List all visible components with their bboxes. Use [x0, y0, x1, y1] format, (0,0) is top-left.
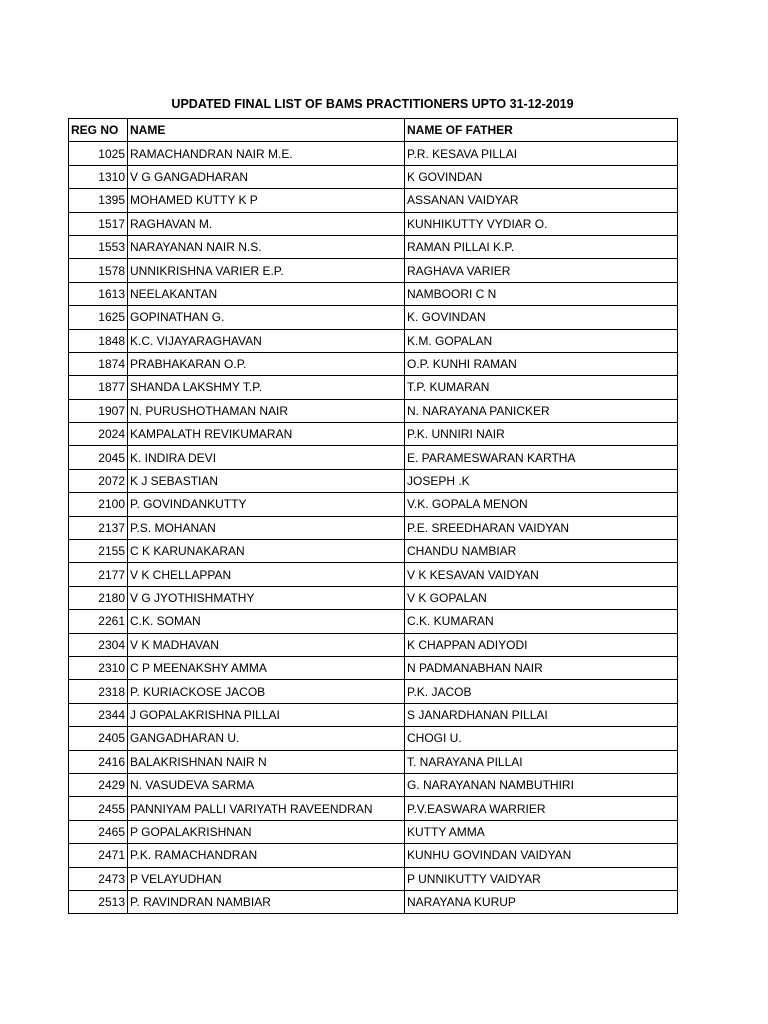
reg-no-cell: 2304	[69, 633, 128, 656]
name-cell: UNNIKRISHNA VARIER E.P.	[128, 259, 405, 282]
table-row	[69, 750, 678, 773]
father-name-cell: CHANDU NAMBIAR	[405, 540, 678, 563]
practitioners-table	[68, 118, 678, 914]
name-cell: N. PURUSHOTHAMAN NAIR	[128, 399, 405, 422]
father-name-cell: P UNNIKUTTY VAIDYAR	[405, 867, 678, 890]
reg-no-cell: 1848	[69, 329, 128, 352]
table-row	[69, 656, 678, 679]
father-name-cell: N. NARAYANA PANICKER	[405, 399, 678, 422]
reg-no-cell: 2513	[69, 890, 128, 913]
father-name-cell: T. NARAYANA PILLAI	[405, 750, 678, 773]
table-row	[69, 516, 678, 539]
name-cell: V K CHELLAPPAN	[128, 563, 405, 586]
table-row	[69, 329, 678, 352]
table-row	[69, 446, 678, 469]
father-name-cell: K GOVINDAN	[405, 165, 678, 188]
father-name-cell: V K KESAVAN VAIDYAN	[405, 563, 678, 586]
name-cell: P.K. RAMACHANDRAN	[128, 844, 405, 867]
name-cell: J GOPALAKRISHNA PILLAI	[128, 703, 405, 726]
father-name-cell: O.P. KUNHI RAMAN	[405, 352, 678, 375]
reg-no-cell: 2344	[69, 703, 128, 726]
reg-no-cell: 2471	[69, 844, 128, 867]
reg-no-cell: 1553	[69, 235, 128, 258]
father-name-cell: K. GOVINDAN	[405, 306, 678, 329]
reg-no-cell: 2045	[69, 446, 128, 469]
table-row	[69, 797, 678, 820]
father-name-cell: S JANARDHANAN PILLAI	[405, 703, 678, 726]
reg-no-cell: 2465	[69, 820, 128, 843]
name-cell: K J SEBASTIAN	[128, 469, 405, 492]
name-cell: N. VASUDEVA SARMA	[128, 773, 405, 796]
table-body	[69, 142, 678, 914]
table-header-row	[69, 119, 678, 142]
father-name-cell: RAGHAVA VARIER	[405, 259, 678, 282]
reg-no-cell: 2429	[69, 773, 128, 796]
father-name-cell: KUNHIKUTTY VYDIAR O.	[405, 212, 678, 235]
father-name-cell: P.K. JACOB	[405, 680, 678, 703]
column-header-reg-no: REG NO	[69, 119, 128, 142]
father-name-cell: N PADMANABHAN NAIR	[405, 656, 678, 679]
table-row	[69, 493, 678, 516]
table-row	[69, 259, 678, 282]
father-name-cell: KUTTY AMMA	[405, 820, 678, 843]
reg-no-cell: 2024	[69, 423, 128, 446]
father-name-cell: P.R. KESAVA PILLAI	[405, 142, 678, 165]
table-row	[69, 844, 678, 867]
table-row	[69, 586, 678, 609]
name-cell: PRABHAKARAN O.P.	[128, 352, 405, 375]
reg-no-cell: 2318	[69, 680, 128, 703]
name-cell: GANGADHARAN U.	[128, 727, 405, 750]
reg-no-cell: 2405	[69, 727, 128, 750]
name-cell: BALAKRISHNAN NAIR N	[128, 750, 405, 773]
reg-no-cell: 2100	[69, 493, 128, 516]
table-row	[69, 469, 678, 492]
reg-no-cell: 2261	[69, 610, 128, 633]
reg-no-cell: 1310	[69, 165, 128, 188]
table-row	[69, 423, 678, 446]
reg-no-cell: 1517	[69, 212, 128, 235]
reg-no-cell: 1613	[69, 282, 128, 305]
name-cell: P.S. MOHANAN	[128, 516, 405, 539]
name-cell: V G GANGADHARAN	[128, 165, 405, 188]
table-row	[69, 165, 678, 188]
table-row	[69, 306, 678, 329]
table-row	[69, 282, 678, 305]
reg-no-cell: 2180	[69, 586, 128, 609]
reg-no-cell: 2473	[69, 867, 128, 890]
table-row	[69, 703, 678, 726]
table-row	[69, 773, 678, 796]
name-cell: V K MADHAVAN	[128, 633, 405, 656]
name-cell: MOHAMED KUTTY K P	[128, 189, 405, 212]
name-cell: SHANDA LAKSHMY T.P.	[128, 376, 405, 399]
name-cell: V G JYOTHISHMATHY	[128, 586, 405, 609]
father-name-cell: P.V.EASWARA WARRIER	[405, 797, 678, 820]
father-name-cell: NARAYANA KURUP	[405, 890, 678, 913]
table-row	[69, 610, 678, 633]
reg-no-cell: 2177	[69, 563, 128, 586]
document-title: UPDATED FINAL LIST OF BAMS PRACTITIONERS UPTO 31-12-2019	[171, 97, 574, 111]
name-cell: P GOPALAKRISHNAN	[128, 820, 405, 843]
name-cell: K. INDIRA DEVI	[128, 446, 405, 469]
name-cell: RAGHAVAN M.	[128, 212, 405, 235]
reg-no-cell: 2155	[69, 540, 128, 563]
father-name-cell: KUNHU GOVINDAN VAIDYAN	[405, 844, 678, 867]
father-name-cell: T.P. KUMARAN	[405, 376, 678, 399]
name-cell: P. KURIACKOSE JACOB	[128, 680, 405, 703]
father-name-cell: JOSEPH .K	[405, 469, 678, 492]
table-row	[69, 399, 678, 422]
table-row	[69, 540, 678, 563]
column-header-father: NAME OF FATHER	[405, 119, 678, 142]
table-row	[69, 727, 678, 750]
table-row	[69, 890, 678, 913]
name-cell: K.C. VIJAYARAGHAVAN	[128, 329, 405, 352]
name-cell: PANNIYAM PALLI VARIYATH RAVEENDRAN	[128, 797, 405, 820]
name-cell: C P MEENAKSHY AMMA	[128, 656, 405, 679]
name-cell: RAMACHANDRAN NAIR M.E.	[128, 142, 405, 165]
name-cell: KAMPALATH REVIKUMARAN	[128, 423, 405, 446]
table-row	[69, 352, 678, 375]
table-row	[69, 867, 678, 890]
reg-no-cell: 1625	[69, 306, 128, 329]
father-name-cell: K CHAPPAN ADIYODI	[405, 633, 678, 656]
name-cell: NEELAKANTAN	[128, 282, 405, 305]
reg-no-cell: 1907	[69, 399, 128, 422]
column-header-name: NAME	[128, 119, 405, 142]
reg-no-cell: 1877	[69, 376, 128, 399]
father-name-cell: G. NARAYANAN NAMBUTHIRI	[405, 773, 678, 796]
father-name-cell: P.K. UNNIRI NAIR	[405, 423, 678, 446]
reg-no-cell: 1874	[69, 352, 128, 375]
father-name-cell: V.K. GOPALA MENON	[405, 493, 678, 516]
father-name-cell: P.E. SREEDHARAN VAIDYAN	[405, 516, 678, 539]
table-row	[69, 142, 678, 165]
name-cell: GOPINATHAN G.	[128, 306, 405, 329]
father-name-cell: E. PARAMESWARAN KARTHA	[405, 446, 678, 469]
name-cell: P. GOVINDANKUTTY	[128, 493, 405, 516]
table-row	[69, 376, 678, 399]
father-name-cell: CHOGI U.	[405, 727, 678, 750]
reg-no-cell: 1578	[69, 259, 128, 282]
table-row	[69, 563, 678, 586]
reg-no-cell: 2416	[69, 750, 128, 773]
name-cell: P. RAVINDRAN NAMBIAR	[128, 890, 405, 913]
table-row	[69, 680, 678, 703]
reg-no-cell: 2310	[69, 656, 128, 679]
father-name-cell: K.M. GOPALAN	[405, 329, 678, 352]
name-cell: C K KARUNAKARAN	[128, 540, 405, 563]
reg-no-cell: 1395	[69, 189, 128, 212]
father-name-cell: C.K. KUMARAN	[405, 610, 678, 633]
reg-no-cell: 2137	[69, 516, 128, 539]
table-row	[69, 189, 678, 212]
name-cell: P VELAYUDHAN	[128, 867, 405, 890]
table-row	[69, 633, 678, 656]
reg-no-cell: 1025	[69, 142, 128, 165]
name-cell: C.K. SOMAN	[128, 610, 405, 633]
reg-no-cell: 2455	[69, 797, 128, 820]
father-name-cell: NAMBOORI C N	[405, 282, 678, 305]
father-name-cell: V K GOPALAN	[405, 586, 678, 609]
father-name-cell: RAMAN PILLAI K.P.	[405, 235, 678, 258]
table-row	[69, 212, 678, 235]
reg-no-cell: 2072	[69, 469, 128, 492]
name-cell: NARAYANAN NAIR N.S.	[128, 235, 405, 258]
father-name-cell: ASSANAN VAIDYAR	[405, 189, 678, 212]
table-row	[69, 820, 678, 843]
table-row	[69, 235, 678, 258]
